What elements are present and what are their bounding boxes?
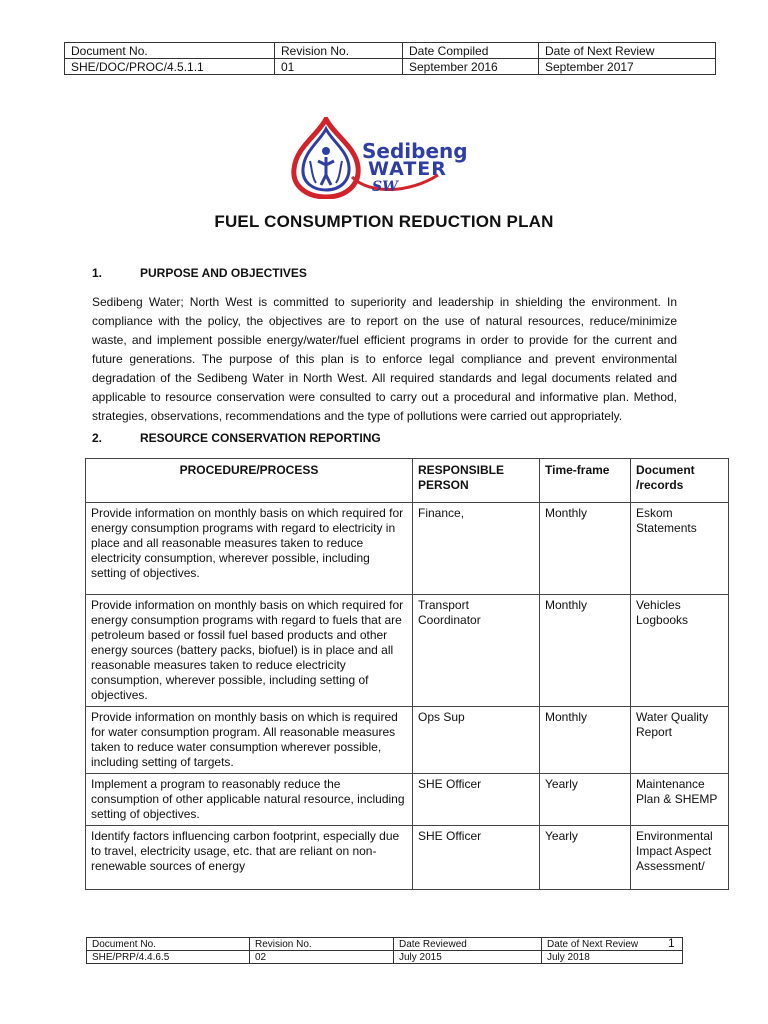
label-document-no: Document No.	[65, 43, 275, 59]
cell-procedure: Identify factors influencing carbon footprint, especially due to travel, electricity usage, etc. that are reliant on non-renewable sources of energy	[86, 826, 413, 890]
cell-procedure: Provide information on monthly basis on which required for energy consumption programs with regard to electricity in place and all reasonable measures taken to reduce electricity consumption, wherever possible, including setting of objectives.	[86, 503, 413, 595]
footer-control-table	[86, 937, 683, 964]
header-timeframe: Time-frame	[540, 459, 631, 503]
value-revision-no: 01	[275, 59, 403, 75]
cell-responsible: SHE Officer	[413, 774, 540, 826]
table-row	[86, 503, 729, 595]
value-document-no: SHE/DOC/PROC/4.5.1.1	[65, 59, 275, 75]
section-1-number: 1.	[92, 266, 103, 280]
purpose-paragraph: Sedibeng Water; North West is committed to superiority and leadership in shielding the environment. In compliance with the policy, the objectives are to report on the use of natural resources, reduce/minimize waste, and implement possible energy/water/fuel efficient programs in order to provide for the current and future generations. The purpose of this plan is to enforce legal compliance and prevent environmental degradation of the Sedibeng Water in North West. All required standards and legal documents related and applicable to resource conservation were consulted to carry out a procedural and informative plan. Method, strategies, observations, recommendations and the type of pollutions were carried out appropriately.	[92, 295, 677, 423]
svg-text:SW: SW	[372, 179, 398, 195]
control-header-row	[65, 43, 716, 59]
footer-value-row	[87, 951, 683, 964]
cell-responsible: Finance,	[413, 503, 540, 595]
sedibeng-water-logo	[288, 117, 483, 199]
cell-timeframe: Monthly	[540, 707, 631, 774]
label-revision-no: Revision No.	[275, 43, 403, 59]
value-date-compiled: September 2016	[403, 59, 539, 75]
header-responsible: RESPONSIBLE PERSON	[413, 459, 540, 503]
cell-document: Vehicles Logbooks	[631, 595, 729, 707]
table-row	[86, 774, 729, 826]
table-header-row	[86, 459, 729, 503]
logo-swoosh	[350, 173, 440, 195]
table-row	[86, 595, 729, 707]
footer-value-next-review: July 2018	[542, 951, 683, 964]
cell-responsible: SHE Officer	[413, 826, 540, 890]
cell-timeframe: Yearly	[540, 774, 631, 826]
section-2-number: 2.	[92, 431, 103, 445]
cell-procedure: Implement a program to reasonably reduce the consumption of other applicable natural resource, including setting of objectives.	[86, 774, 413, 826]
page-number: 1	[668, 936, 675, 950]
cell-document: Water Quality Report	[631, 707, 729, 774]
footer-header-row	[87, 938, 683, 951]
table-row	[86, 826, 729, 890]
cell-timeframe: Monthly	[540, 503, 631, 595]
footer-label-document-no: Document No.	[87, 938, 250, 951]
footer-label-next-review: Date of Next Review	[542, 938, 683, 951]
cell-document: Environmental Impact Aspect Assessment/	[631, 826, 729, 890]
cell-responsible: Ops Sup	[413, 707, 540, 774]
label-next-review: Date of Next Review	[539, 43, 716, 59]
cell-document: Eskom Statements	[631, 503, 729, 595]
cell-timeframe: Monthly	[540, 595, 631, 707]
document-control-table	[64, 42, 716, 75]
value-next-review: September 2017	[539, 59, 716, 75]
section-1-heading: PURPOSE AND OBJECTIVES	[140, 266, 307, 280]
table-row	[86, 707, 729, 774]
header-document: Document /records	[631, 459, 729, 503]
footer-value-date-reviewed: July 2015	[394, 951, 542, 964]
header-procedure: PROCEDURE/PROCESS	[86, 459, 413, 503]
page-title: FUEL CONSUMPTION REDUCTION PLAN	[214, 212, 554, 231]
cell-procedure: Provide information on monthly basis on which required for energy consumption programs with regard to fuels that are petroleum based or fossil fuel based products and other energy sources (battery packs, biofuel) is in place and all reasonable measures taken to reduce electricity consumption, wherever possible, including setting of objectives.	[86, 595, 413, 707]
logo-wordmark-line1: Sedibeng	[362, 139, 468, 163]
cell-document: Maintenance Plan & SHEMP	[631, 774, 729, 826]
section-2-heading: RESOURCE CONSERVATION REPORTING	[140, 431, 381, 445]
cell-procedure: Provide information on monthly basis on which is required for water consumption program. All reasonable measures taken to reduce water consumption wherever possible, including setting of targets.	[86, 707, 413, 774]
footer-label-revision-no: Revision No.	[250, 938, 394, 951]
resource-conservation-table	[85, 458, 729, 890]
footer-value-revision-no: 02	[250, 951, 394, 964]
control-value-row	[65, 59, 716, 75]
footer-value-document-no: SHE/PRP/4.4.6.5	[87, 951, 250, 964]
footer-label-date-reviewed: Date Reviewed	[394, 938, 542, 951]
cell-timeframe: Yearly	[540, 826, 631, 890]
logo-wordmark-line2: WATER	[368, 158, 447, 180]
cell-responsible: Transport Coordinator	[413, 595, 540, 707]
label-date-compiled: Date Compiled	[403, 43, 539, 59]
